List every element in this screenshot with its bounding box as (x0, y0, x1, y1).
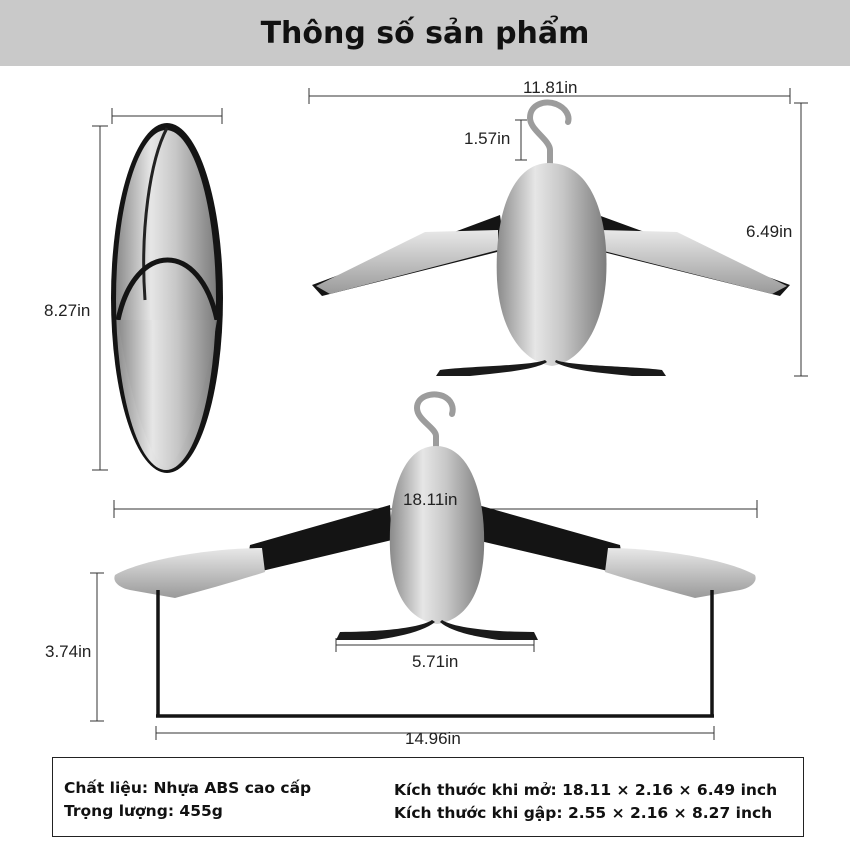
dim-open-width: 11.81in (523, 78, 578, 97)
spec-weight: Trọng lượng: 455g (64, 802, 223, 820)
dim-hook-height: 1.57in (464, 129, 511, 148)
spec-folded-size: Kích thước khi gập: 2.55 × 2.16 × 8.27 inch (394, 804, 773, 822)
spec-open-size: Kích thước khi mở: 18.11 × 2.16 × 6.49 inch (394, 781, 778, 799)
folded-hanger (111, 123, 223, 473)
dim-folded-height: 8.27in (44, 301, 91, 320)
dim-feet-width: 5.71in (412, 652, 459, 671)
dim-open-height: 6.49in (746, 222, 793, 241)
open-hanger (312, 103, 793, 376)
spec-box (52, 757, 804, 837)
spec-material: Chất liệu: Nhựa ABS cao cấp (64, 779, 312, 797)
dim-full-width: 18.11in (403, 490, 458, 509)
dim-rail-width: 14.96in (405, 729, 461, 748)
page-title: Thông số sản phẩm (260, 15, 590, 51)
dim-stand-height: 3.74in (45, 642, 92, 661)
